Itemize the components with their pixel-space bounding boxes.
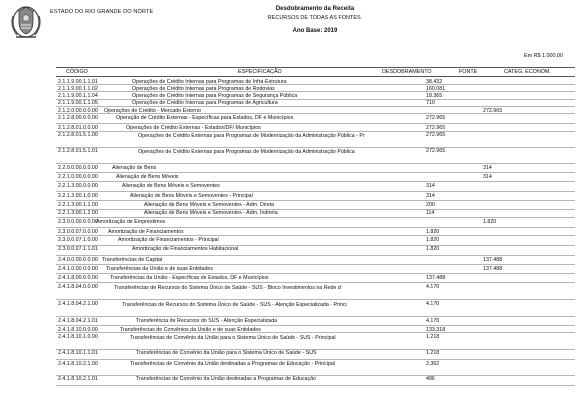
row-specification: Alienação de Bens Móveis e Semoventes	[122, 183, 220, 190]
row-specification: Operações de Crédito Externas para Programas de Modernização da Administração Pública - Pr	[138, 133, 365, 140]
row-code: 2.4.1.8.04.2.1.00	[58, 301, 98, 308]
row-code: 2.4.1.8.10.1.0.00	[58, 334, 98, 341]
row-code: 2.2.1.3.00.0.0.00	[58, 183, 98, 190]
table-row	[56, 164, 575, 173]
table-row	[56, 124, 575, 132]
state-name: ESTADO DO RIO GRANDE DO NORTE	[50, 9, 154, 15]
row-specification: Transferências de Convênio da União para o Sistema Único de Saúde - SUS - Principal	[130, 334, 336, 341]
row-code: 2.1.2.8.01.5.1.00	[58, 132, 98, 139]
report-title-block	[215, 6, 415, 34]
table-row	[56, 100, 575, 107]
row-specification: Operações de Crédito Internas para Programas de Infra-Estrutura	[132, 78, 287, 85]
row-desdobramento-value: 272.965	[426, 132, 446, 139]
row-desdobramento-value: 200	[426, 202, 435, 209]
row-specification: Amortização de Financiamentos - Principal	[118, 237, 219, 244]
table-row	[56, 333, 575, 349]
table-row	[56, 274, 575, 284]
table-row	[56, 350, 575, 360]
revenue-table-body	[56, 78, 575, 386]
table-row	[56, 78, 575, 85]
row-specification: Alienação de Bens Móveis e Semoventes - Adm. Indireta	[144, 210, 278, 217]
row-code: 2.1.1.9.00.1.1.05	[58, 100, 98, 107]
row-code: 2.4.1.8.04.2.1.01	[58, 317, 98, 324]
row-specification: Transferência de Recursos do SUS - Atenção Especializada	[136, 317, 278, 324]
row-specification: Transferências da União - Específicas de Estados, DF e Municípios	[110, 274, 269, 281]
row-desdobramento-value: 18.365	[426, 93, 443, 100]
row-code: 2.4.1.8.10.0.0.00	[58, 326, 98, 333]
row-desdobramento-value: 272.965	[426, 115, 446, 122]
row-desdobramento-value: 1.820	[426, 246, 440, 253]
row-code: 2.2.1.3.00.1.1.00	[58, 202, 98, 209]
report-title: Desdobramento da Receita	[275, 5, 355, 12]
row-specification: Alienação de Bens Móveis e Semoventes - Principal	[130, 192, 253, 199]
row-desdobramento-value: 38.432	[426, 78, 443, 85]
row-specification: Transferências de Convênio da União para o Sistema Único de Saúde - SUS	[136, 350, 317, 357]
table-row	[56, 148, 575, 164]
row-code: 2.1.1.9.00.1.1.04	[58, 93, 98, 100]
row-code: 2.3.0.0.07.1.0.00	[58, 237, 98, 244]
row-code: 2.2.0.0.00.0.0.00	[58, 164, 98, 171]
row-code: 2.2.1.0.00.0.0.00	[58, 173, 98, 180]
table-row	[56, 192, 575, 201]
row-code: 2.3.0.0.07.0.0.00	[58, 228, 98, 235]
row-fonte-value: 272.965	[483, 107, 503, 114]
table-row	[56, 283, 575, 300]
row-code: 2.1.2.0.00.0.0.00	[58, 107, 98, 114]
row-code: 2.2.1.3.00.1.0.00	[58, 192, 98, 199]
row-code: 2.4.1.0.00.0.0.00	[58, 265, 98, 272]
table-row	[56, 182, 575, 192]
table-row	[56, 107, 575, 115]
row-specification: Amortização de Financiamentos	[108, 228, 184, 235]
row-desdobramento-value: 272.965	[426, 124, 446, 131]
table-row	[56, 326, 575, 334]
column-header-desdobramento: DESDOBRAMENTO	[382, 69, 432, 76]
row-code: 2.1.1.9.00.1.1.01	[58, 78, 98, 85]
row-code: 2.4.1.8.10.1.1.01	[58, 350, 98, 357]
row-specification: Transferências de Convênio da União destinadas a Programas de Educação	[136, 376, 317, 383]
state-coat-of-arms-icon	[10, 4, 42, 40]
row-code: 2.1.2.8.01.0.0.00	[58, 124, 98, 131]
row-specification: Amortização de Financiamentos Habitacional	[132, 246, 239, 253]
row-code: 2.3.0.0.00.0.0.00	[58, 219, 98, 226]
row-desdobramento-value: 4.170	[426, 301, 440, 308]
row-specification: Operações de Crédito Externas - Estados/DF/ Municípios	[126, 124, 261, 131]
row-desdobramento-value: 4.170	[426, 284, 440, 291]
column-header-categ-econom: CATEG. ECONOM.	[504, 69, 551, 76]
table-header	[56, 67, 575, 77]
row-specification: Operações de Crédito Internas para Programas de Rodovias	[132, 86, 275, 93]
row-specification: Amortização de Empréstimos	[96, 219, 166, 226]
table-row	[56, 256, 575, 265]
row-code: 2.2.1.3.00.1.2.00	[58, 210, 98, 217]
table-row	[56, 300, 575, 316]
table-row	[56, 173, 575, 182]
row-code: 2.4.1.8.00.0.0.00	[58, 274, 98, 281]
row-specification: Operações de Crédito Internas para Programas de Agricultura	[132, 100, 278, 107]
row-specification: Transferências de Capital	[102, 256, 163, 263]
row-desdobramento-value: 1.820	[426, 237, 440, 244]
row-desdobramento-value: 160.081	[426, 86, 446, 93]
base-year: Ano Base: 2019	[292, 27, 338, 34]
table-row	[56, 92, 575, 99]
row-desdobramento-value: 133.318	[426, 326, 446, 333]
row-code: 2.1.1.9.00.1.1.02	[58, 86, 98, 93]
row-specification: Alienação de Bens Móveis e Semoventes - Adm. Direta	[144, 202, 275, 209]
table-row	[56, 317, 575, 326]
table-row	[56, 360, 575, 376]
row-specification: Alienação de Bens	[112, 164, 157, 171]
row-fonte-value: 314	[483, 173, 492, 180]
row-fonte-value: 1.820	[483, 219, 497, 226]
column-header-spec: ESPECIFICAÇÃO	[238, 69, 282, 76]
column-header-fonte: FONTE	[459, 69, 478, 76]
table-row	[56, 376, 575, 386]
table-row	[56, 85, 575, 92]
row-specification: Transferências de Convênio da União destinadas a Programas de Educação - Principal	[130, 361, 336, 368]
row-fonte-value: 314	[483, 164, 492, 171]
row-code: 2.3.0.0.07.1.1.01	[58, 246, 98, 253]
row-specification: Transferências de Convênios da União e de suas Entidades	[120, 326, 261, 333]
table-row	[56, 228, 575, 236]
row-code: 2.4.1.8.10.2.1.00	[58, 360, 98, 367]
row-code: 2.4.0.0.00.0.0.00	[58, 256, 98, 263]
row-specification: Operações de Crédito Internas para Programas de Segurança Pública	[132, 93, 298, 100]
row-specification: Operação de Crédito Externas - Específicas para Estados, DF e Municípios	[116, 115, 294, 122]
table-row	[56, 201, 575, 209]
row-desdobramento-value: 710	[426, 100, 435, 107]
row-specification: Transferências de Recursos do Sistema Único de Saúde - SUS - Atenção Especializada - Princi	[122, 301, 347, 308]
row-fonte-value: 137.488	[483, 265, 503, 272]
row-desdobramento-value: 4.170	[426, 317, 440, 324]
row-code: 2.4.1.8.10.2.1.01	[58, 376, 98, 383]
row-desdobramento-value: 272.965	[426, 148, 446, 155]
row-desdobramento-value: 314	[426, 183, 435, 190]
table-row	[56, 265, 575, 274]
row-desdobramento-value: 1.218	[426, 334, 440, 341]
row-specification: Operações de Crédito - Mercado Externo	[104, 107, 201, 114]
row-desdobramento-value: 137.488	[426, 274, 446, 281]
row-specification: Operações de Crédito Externas para Programas de Modernização da Administração Pública	[138, 149, 355, 156]
row-desdobramento-value: 314	[426, 192, 435, 199]
table-row	[56, 114, 575, 124]
row-desdobramento-value: 486	[426, 376, 435, 383]
table-row	[56, 218, 575, 228]
row-code: 2.4.1.8.04.0.0.00	[58, 284, 98, 291]
row-fonte-value: 137.488	[483, 256, 503, 263]
table-row	[56, 246, 575, 256]
row-specification: Transferências de Recursos do Sistema Único de Saúde - SUS - Bloco Investimentos na Rede d	[114, 284, 341, 291]
column-header-code: CÓDIGO	[66, 69, 88, 76]
report-subtitle: RECURSOS DE TODAS AS FONTES.	[267, 15, 363, 22]
row-desdobramento-value: 114	[426, 210, 435, 217]
row-specification: Transferências da União e de suas Entidades	[106, 265, 213, 272]
row-desdobramento-value: 1.820	[426, 228, 440, 235]
table-row	[56, 236, 575, 245]
table-row	[56, 132, 575, 148]
currency-unit-note: Em R$ 1.000,00	[524, 53, 563, 59]
row-specification: Alienação de Bens Móveis	[116, 173, 179, 180]
table-row	[56, 210, 575, 219]
row-code: 2.1.2.8.00.0.0.00	[58, 115, 98, 122]
row-desdobramento-value: 1.218	[426, 350, 440, 357]
row-desdobramento-value: 2.362	[426, 360, 440, 367]
row-code: 2.1.2.8.01.5.1.01	[58, 148, 98, 155]
